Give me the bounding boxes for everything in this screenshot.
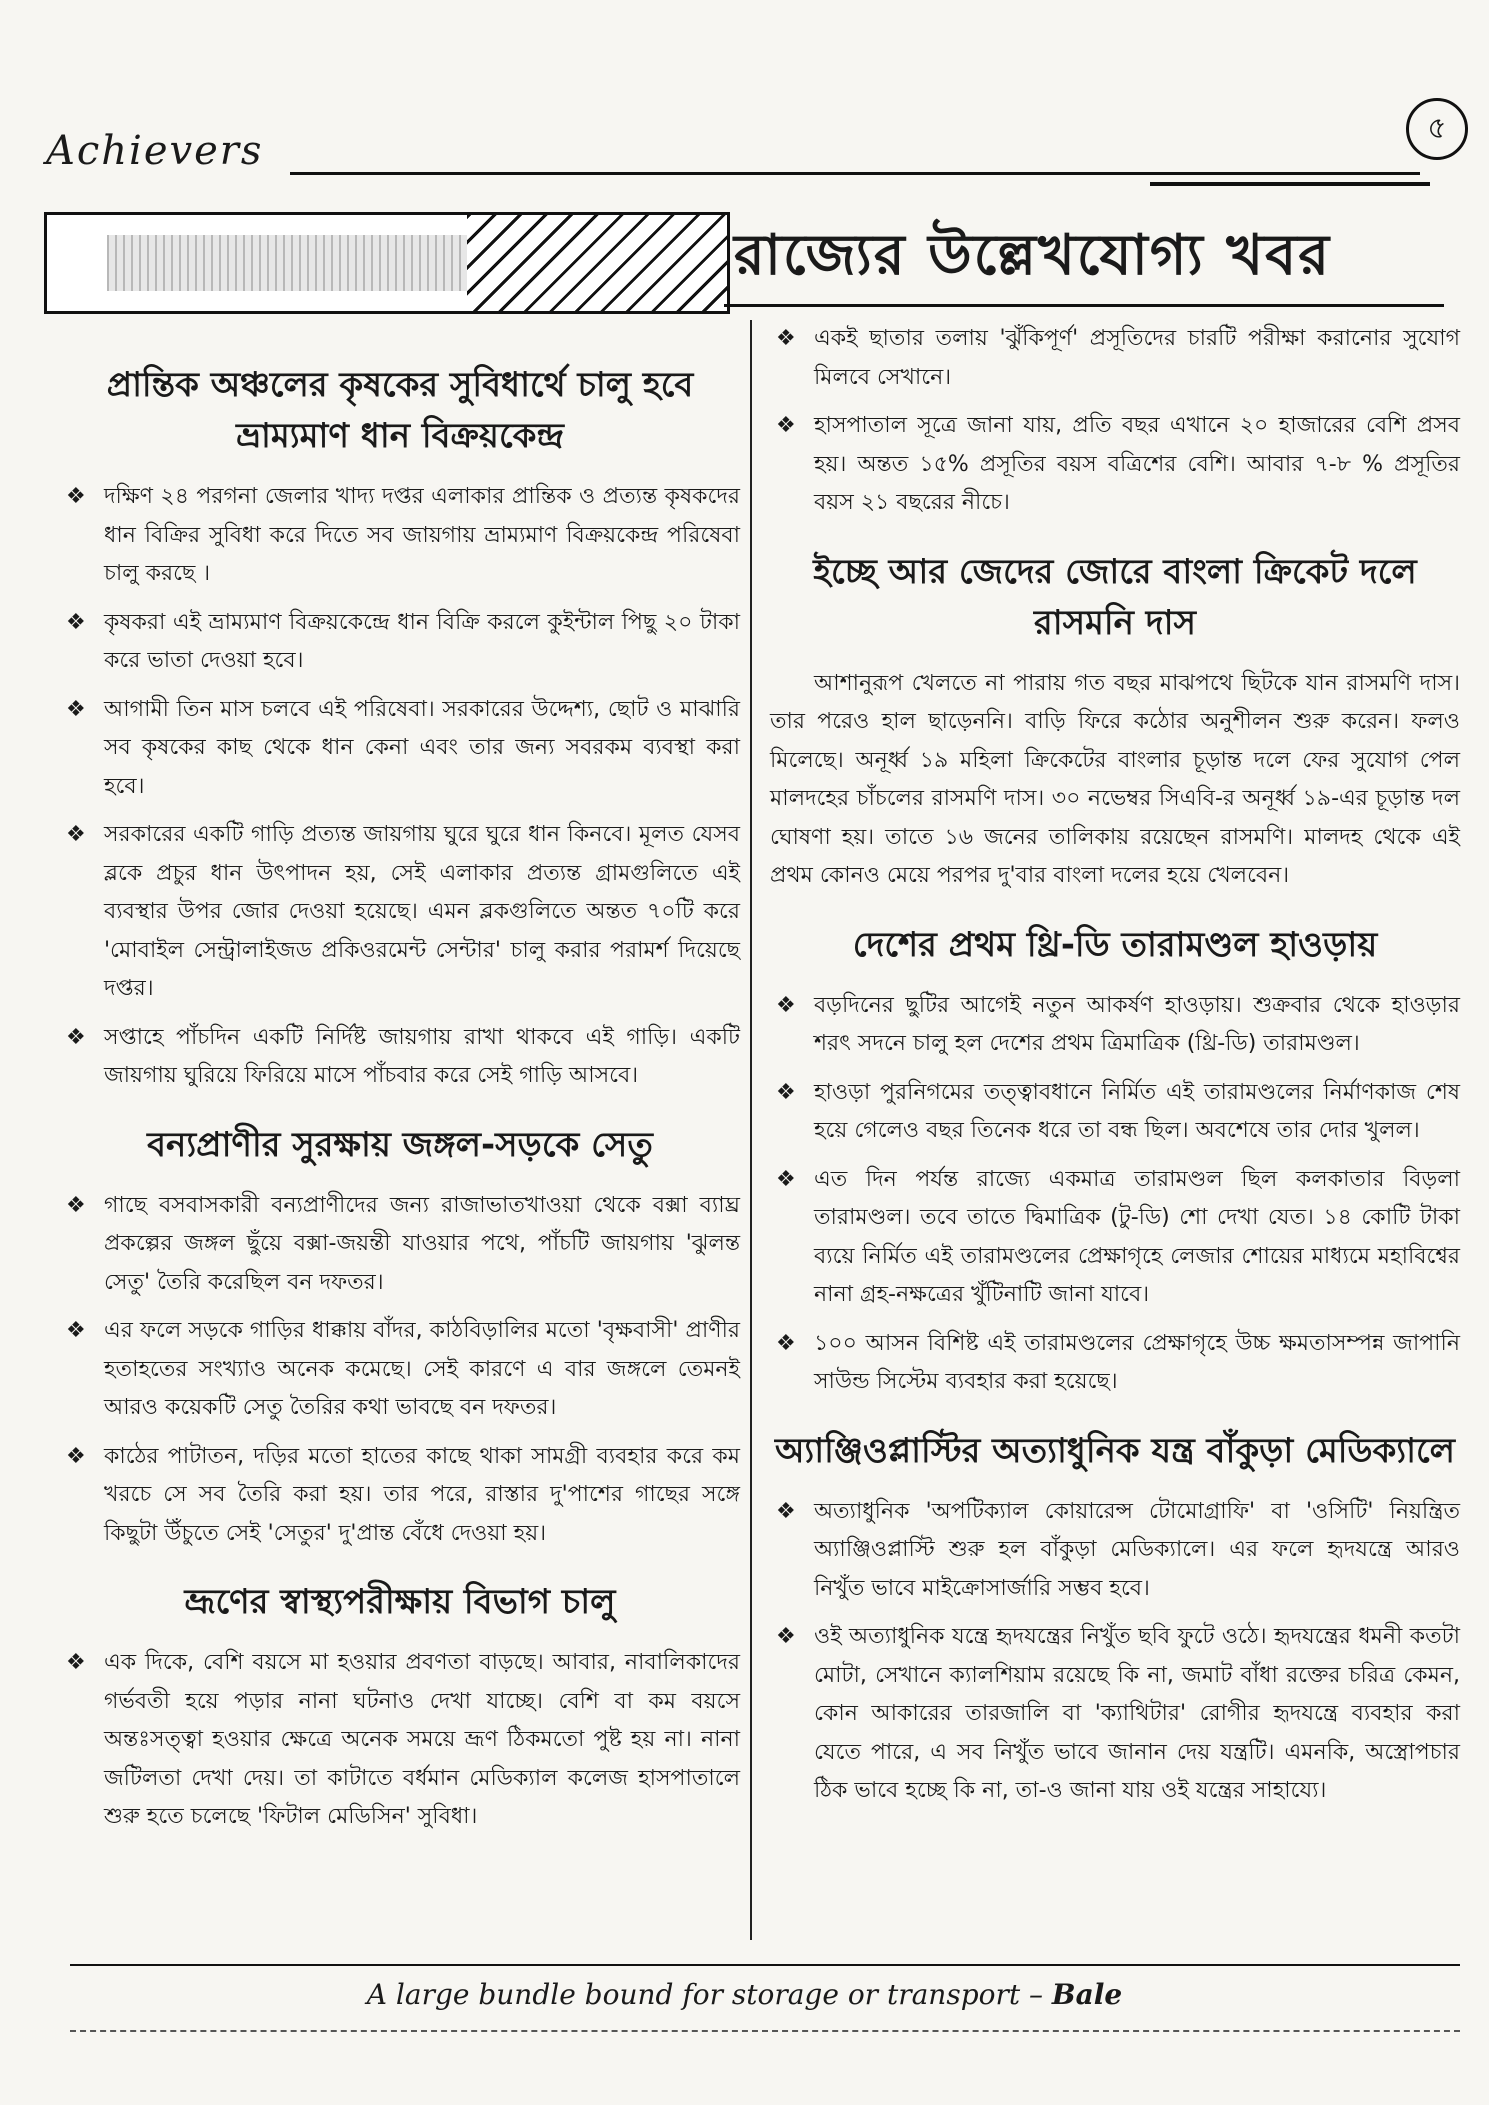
- article-heading: বন্যপ্রাণীর সুরক্ষায় জঙ্গল-সড়কে সেতু: [147, 1124, 653, 1165]
- bullet-icon: ❖: [66, 1024, 86, 1050]
- footer-definition: A large bundle bound for storage or transport –: [366, 1978, 1044, 2011]
- bullet-icon: ❖: [66, 609, 86, 635]
- list-item: ❖ সপ্তাহে পাঁচদিন একটি নির্দিষ্ট জায়গায় রাখা থাকবে এই গাড়ি। একটি জায়গায় ঘুরিয়ে ফিরিয়ে মাসে পাঁচবার করে সেই গাড়ি আসবে।: [60, 1019, 740, 1096]
- banner-stripes: [467, 215, 727, 311]
- footer-rule-dashed: [70, 2030, 1460, 2032]
- header-rule: [290, 172, 1420, 175]
- list-item: ❖ হাসপাতাল সূত্রে জানা যায়, প্রতি বছর এখানে ২০ হাজারের বেশি প্রসব হয়। অন্তত ১৫% প্রসূতির বয়স বত্রিশের বেশি। আবার ৭-৮ % প্রসূতির বয়স ২১ বছরের নীচে।: [770, 407, 1460, 523]
- list-item: ❖ গাছে বসবাসকারী বন্যপ্রাণীদের জন্য রাজাভাতখাওয়া থেকে বক্সা ব্যাঘ্র প্রকল্পের জঙ্গল ছুঁয়ে বক্সা-জয়ন্তী যাওয়ার পথে, পাঁচটি জায়গায় 'ঝুলন্ত সেতু' তৈরি করেছিল বন দফতর।: [60, 1187, 740, 1303]
- list-item: ❖ একই ছাতার তলায় 'ঝুঁকিপূর্ণ' প্রসূতিদের চারটি পরীক্ষা করানোর সুযোগ মিলবে সেখানে।: [770, 320, 1460, 397]
- list-item: ❖ কৃষকরা এই ভ্রাম্যমাণ বিক্রয়কেন্দ্রে ধান বিক্রি করলে কুইন্টাল পিছু ২০ টাকা করে ভাতা দেওয়া হবে।: [60, 604, 740, 681]
- article-wildlife-bridge: [60, 1120, 740, 1554]
- list-item: ❖ হাওড়া পুরনিগমের তত্ত্বাবধানে নির্মিত এই তারামণ্ডলের নির্মাণকাজ শেষ হয়ে গেলেও বছর তিনেক ধরে তা বন্ধ ছিল। অবশেষে তার দোর খুলল।: [770, 1074, 1460, 1151]
- bullet-list: [60, 1644, 740, 1837]
- right-column: [770, 320, 1460, 1821]
- bullet-icon: ❖: [776, 326, 796, 351]
- bullet-list: [770, 320, 1460, 523]
- bullet-icon: ❖: [66, 484, 86, 509]
- footer-rule: [70, 1964, 1460, 1966]
- banner-illustration: [44, 212, 730, 314]
- bullet-list: [770, 1493, 1460, 1811]
- article-paragraph: আশানুরূপ খেলতে না পারায় গত বছর মাঝপথে ছিটকে যান রাসমণি দাস। তার পরেও হাল ছাড়েননি। বাড়ি ফিরে কঠোর অনুশীলন শুরু করেন। ফলও মিলেছে। অনূর্ধ্ব ১৯ মহিলা ক্রিকেটের বাংলার চূড়ান্ত দলে ফের সুযোগ পেল মালদহের চাঁচলের রাসমণি দাস। ৩০ নভেম্বর সিএবি-র অনূর্ধ্ব ১৯-এর চূড়ান্ত দল ঘোষণা হয়। তাতে ১৬ জনের তালিকায় রয়েছেন রাসমণি। মালদহ থেকে এই প্রথম কোনও মেয়ে পরপর দু'বার বাংলা দলের হয়ে খেলবেন।: [770, 670, 1460, 888]
- article-heading: ভ্রূণের স্বাস্থ্যপরীক্ষায় বিভাগ চালু: [184, 1582, 616, 1622]
- section-banner: [44, 212, 1444, 312]
- bullet-list: [770, 987, 1460, 1402]
- list-item: ❖ বড়দিনের ছুটির আগেই নতুন আকর্ষণ হাওড়ায়। শুক্রবার থেকে হাওড়ার শরৎ সদনে চালু হল দেশের প্রথম ত্রিমাত্রিক (থ্রি-ডি) তারামণ্ডল।: [770, 987, 1460, 1064]
- footer-word: Bale: [1051, 1978, 1123, 2011]
- page-number: ৫: [1406, 98, 1468, 160]
- header-rule-accent: [1150, 182, 1430, 186]
- article-heading: দেশের প্রথম থ্রি-ডি তারামণ্ডল হাওড়ায়: [852, 924, 1378, 965]
- list-item: ❖ দক্ষিণ ২৪ পরগনা জেলার খাদ্য দপ্তর এলাকার প্রান্তিক ও প্রত্যন্ত কৃষকদের ধান বিক্রির সুবিধা করে দিতে সব জায়গায় ভ্রাম্যমাণ বিক্রয়কেন্দ্র পরিষেবা চালু করছে ।: [60, 478, 740, 594]
- list-item: ❖ সরকারের একটি গাড়ি প্রত্যন্ত জায়গায় ঘুরে ঘুরে ধান কিনবে। মূলত যেসব ব্লকে প্রচুর ধান উৎপাদন হয়, সেই এলাকার প্রত্যন্ত গ্রামগুলিতে এই ব্যবস্থার উপর জোর দেওয়া হয়েছে। এমন ব্লকগুলিতে অন্তত ৭০টি করে 'মোবাইল সেন্ট্রালাইজড প্রকিওরমেন্ট সেন্টার' চালু করার পরামর্শ দিয়েছে দপ্তর।: [60, 816, 740, 1009]
- bullet-icon: ❖: [66, 1650, 86, 1675]
- list-item: ❖ ওই অত্যাধুনিক যন্ত্রে হৃদযন্ত্রের নিখুঁত ছবি ফুটে ওঠে। হৃদযন্ত্রের ধমনী কতটা মোটা, সেখানে ক্যালশিয়াম রয়েছে কি না, জমাট বাঁধা রক্তের চরিত্র কেমন, কোন আকারের তারজালি বা 'ক্যাথিটার' রোগীর হৃদযন্ত্রে ব্যবহার করা যেতে পারে, এ সব নিখুঁত ভাবে জানান দেয় যন্ত্রটি। এমনকি, অস্ত্রোপচার ঠিক ভাবে হচ্ছে কি না, তা-ও জানা যায় ওই যন্ত্রের সাহায্যে।: [770, 1618, 1460, 1811]
- bullet-icon: ❖: [776, 992, 796, 1018]
- list-item: ❖ ১০০ আসন বিশিষ্ট এই তারামণ্ডলের প্রেক্ষাগৃহে উচ্চ ক্ষমতাসম্পন্ন জাপানি সাউন্ড সিস্টেম ব্যবহার করা হয়েছে।: [770, 1325, 1460, 1402]
- banner-rule: [724, 304, 1444, 307]
- article-cricket: [770, 547, 1460, 896]
- bullet-icon: ❖: [776, 1624, 796, 1649]
- bullet-list: [60, 478, 740, 1096]
- article-planetarium: [770, 920, 1460, 1402]
- bullet-icon: ❖: [776, 1330, 796, 1356]
- left-column: [60, 320, 740, 1847]
- bullet-icon: ❖: [66, 822, 86, 847]
- bullet-icon: ❖: [66, 1443, 86, 1469]
- article-angioplasty: [770, 1426, 1460, 1811]
- list-item: ❖ আগামী তিন মাস চলবে এই পরিষেবা। সরকারের উদ্দেশ্য, ছোট ও মাঝারি সব কৃষকের কাছ থেকে ধান কেনা এবং তার জন্য সবরকম ব্যবস্থা করা হবে।: [60, 691, 740, 807]
- bullet-icon: ❖: [66, 696, 86, 722]
- article-fetal-medicine: [60, 1577, 740, 1837]
- bullet-icon: ❖: [776, 1166, 796, 1192]
- bullet-list: [60, 1187, 740, 1554]
- bullet-icon: ❖: [776, 1079, 796, 1105]
- banner-image: [107, 235, 467, 291]
- list-item: ❖ এত দিন পর্যন্ত রাজ্যে একমাত্র তারামণ্ডল ছিল কলকাতার বিড়লা তারামণ্ডল। তবে তাতে দ্বিমাত্রিক (টু-ডি) শো দেখা যেত। ১৪ কোটি টাকা ব্যয়ে নির্মিত এই তারামণ্ডলের প্রেক্ষাগৃহে লেজার শোয়ের মাধ্যমে মহাবিশ্বের নানা গ্রহ-নক্ষত্রের খুঁটিনাটি জানা যাবে।: [770, 1161, 1460, 1315]
- brand-logo: Achievers: [46, 128, 264, 174]
- section-title: রাজ্যের উল্লেখযোগ্য খবর: [734, 223, 1332, 288]
- bullet-icon: ❖: [776, 413, 796, 438]
- bullet-icon: ❖: [66, 1318, 86, 1343]
- article-heading: ইচ্ছে আর জেদের জোরে বাংলা ক্রিকেট দলে রাসমনি দাস: [813, 551, 1417, 643]
- list-item: ❖ কাঠের পাটাতন, দড়ির মতো হাতের কাছে থাকা সামগ্রী ব্যবহার করে কম খরচে সে সব তৈরি করা হয়। তার পরে, রাস্তার দু'পাশের গাছের সঙ্গে কিছুটা উঁচুতে সেই 'সেতুর' দু'প্রান্ত বেঁধে দেওয়া হয়।: [60, 1438, 740, 1554]
- list-item: ❖ এর ফলে সড়কে গাড়ির ধাক্কায় বাঁদর, কাঠবিড়ালির মতো 'বৃক্ষবাসী' প্রাণীর হতাহতের সংখ্যাও অনেক কমেছে। সেই কারণে এ বার জঙ্গলে তেমনই আরও কয়েকটি সেতু তৈরির কথা ভাবছে বন দফতর।: [60, 1312, 740, 1428]
- article-paddy: [60, 360, 740, 1096]
- column-divider: [750, 320, 752, 1940]
- article-heading: প্রান্তিক অঞ্চলের কৃষকের সুবিধার্থে চালু হবে ভ্রাম্যমাণ ধান বিক্রয়কেন্দ্র: [106, 365, 694, 456]
- list-item: ❖ এক দিকে, বেশি বয়সে মা হওয়ার প্রবণতা বাড়ছে। আবার, নাবালিকাদের গর্ভবতী হয়ে পড়ার নানা ঘটনাও দেখা যাচ্ছে। বেশি বা কম বয়সে অন্তঃসত্ত্বা হওয়ার ক্ষেত্রে অনেক সময়ে ভ্রূণ ঠিকমতো পুষ্ট হয় না। নানা জটিলতা দেখা দেয়। তা কাটাতে বর্ধমান মেডিক্যাল কলেজ হাসপাতালে শুরু হতে চলেছে 'ফিটাল মেডিসিন' সুবিধা।: [60, 1644, 740, 1837]
- bullet-icon: ❖: [776, 1498, 796, 1524]
- bullet-icon: ❖: [66, 1192, 86, 1218]
- article-heading: অ্যাঞ্জিওপ্লাস্টির অত্যাধুনিক যন্ত্র বাঁকুড়া মেডিক্যালে: [774, 1430, 1456, 1471]
- list-item: ❖ অত্যাধুনিক 'অপটিক্যাল কোয়ারেন্স টোমোগ্রাফি' বা 'ওসিটি' নিয়ন্ত্রিত অ্যাঞ্জিওপ্লাস্টি শুরু হল বাঁকুড়া মেডিক্যালে। এর ফলে হৃদযন্ত্রে আরও নিখুঁত ভাবে মাইক্রোসার্জারি সম্ভব হবে।: [770, 1493, 1460, 1609]
- footer-vocab: [0, 1978, 1489, 2011]
